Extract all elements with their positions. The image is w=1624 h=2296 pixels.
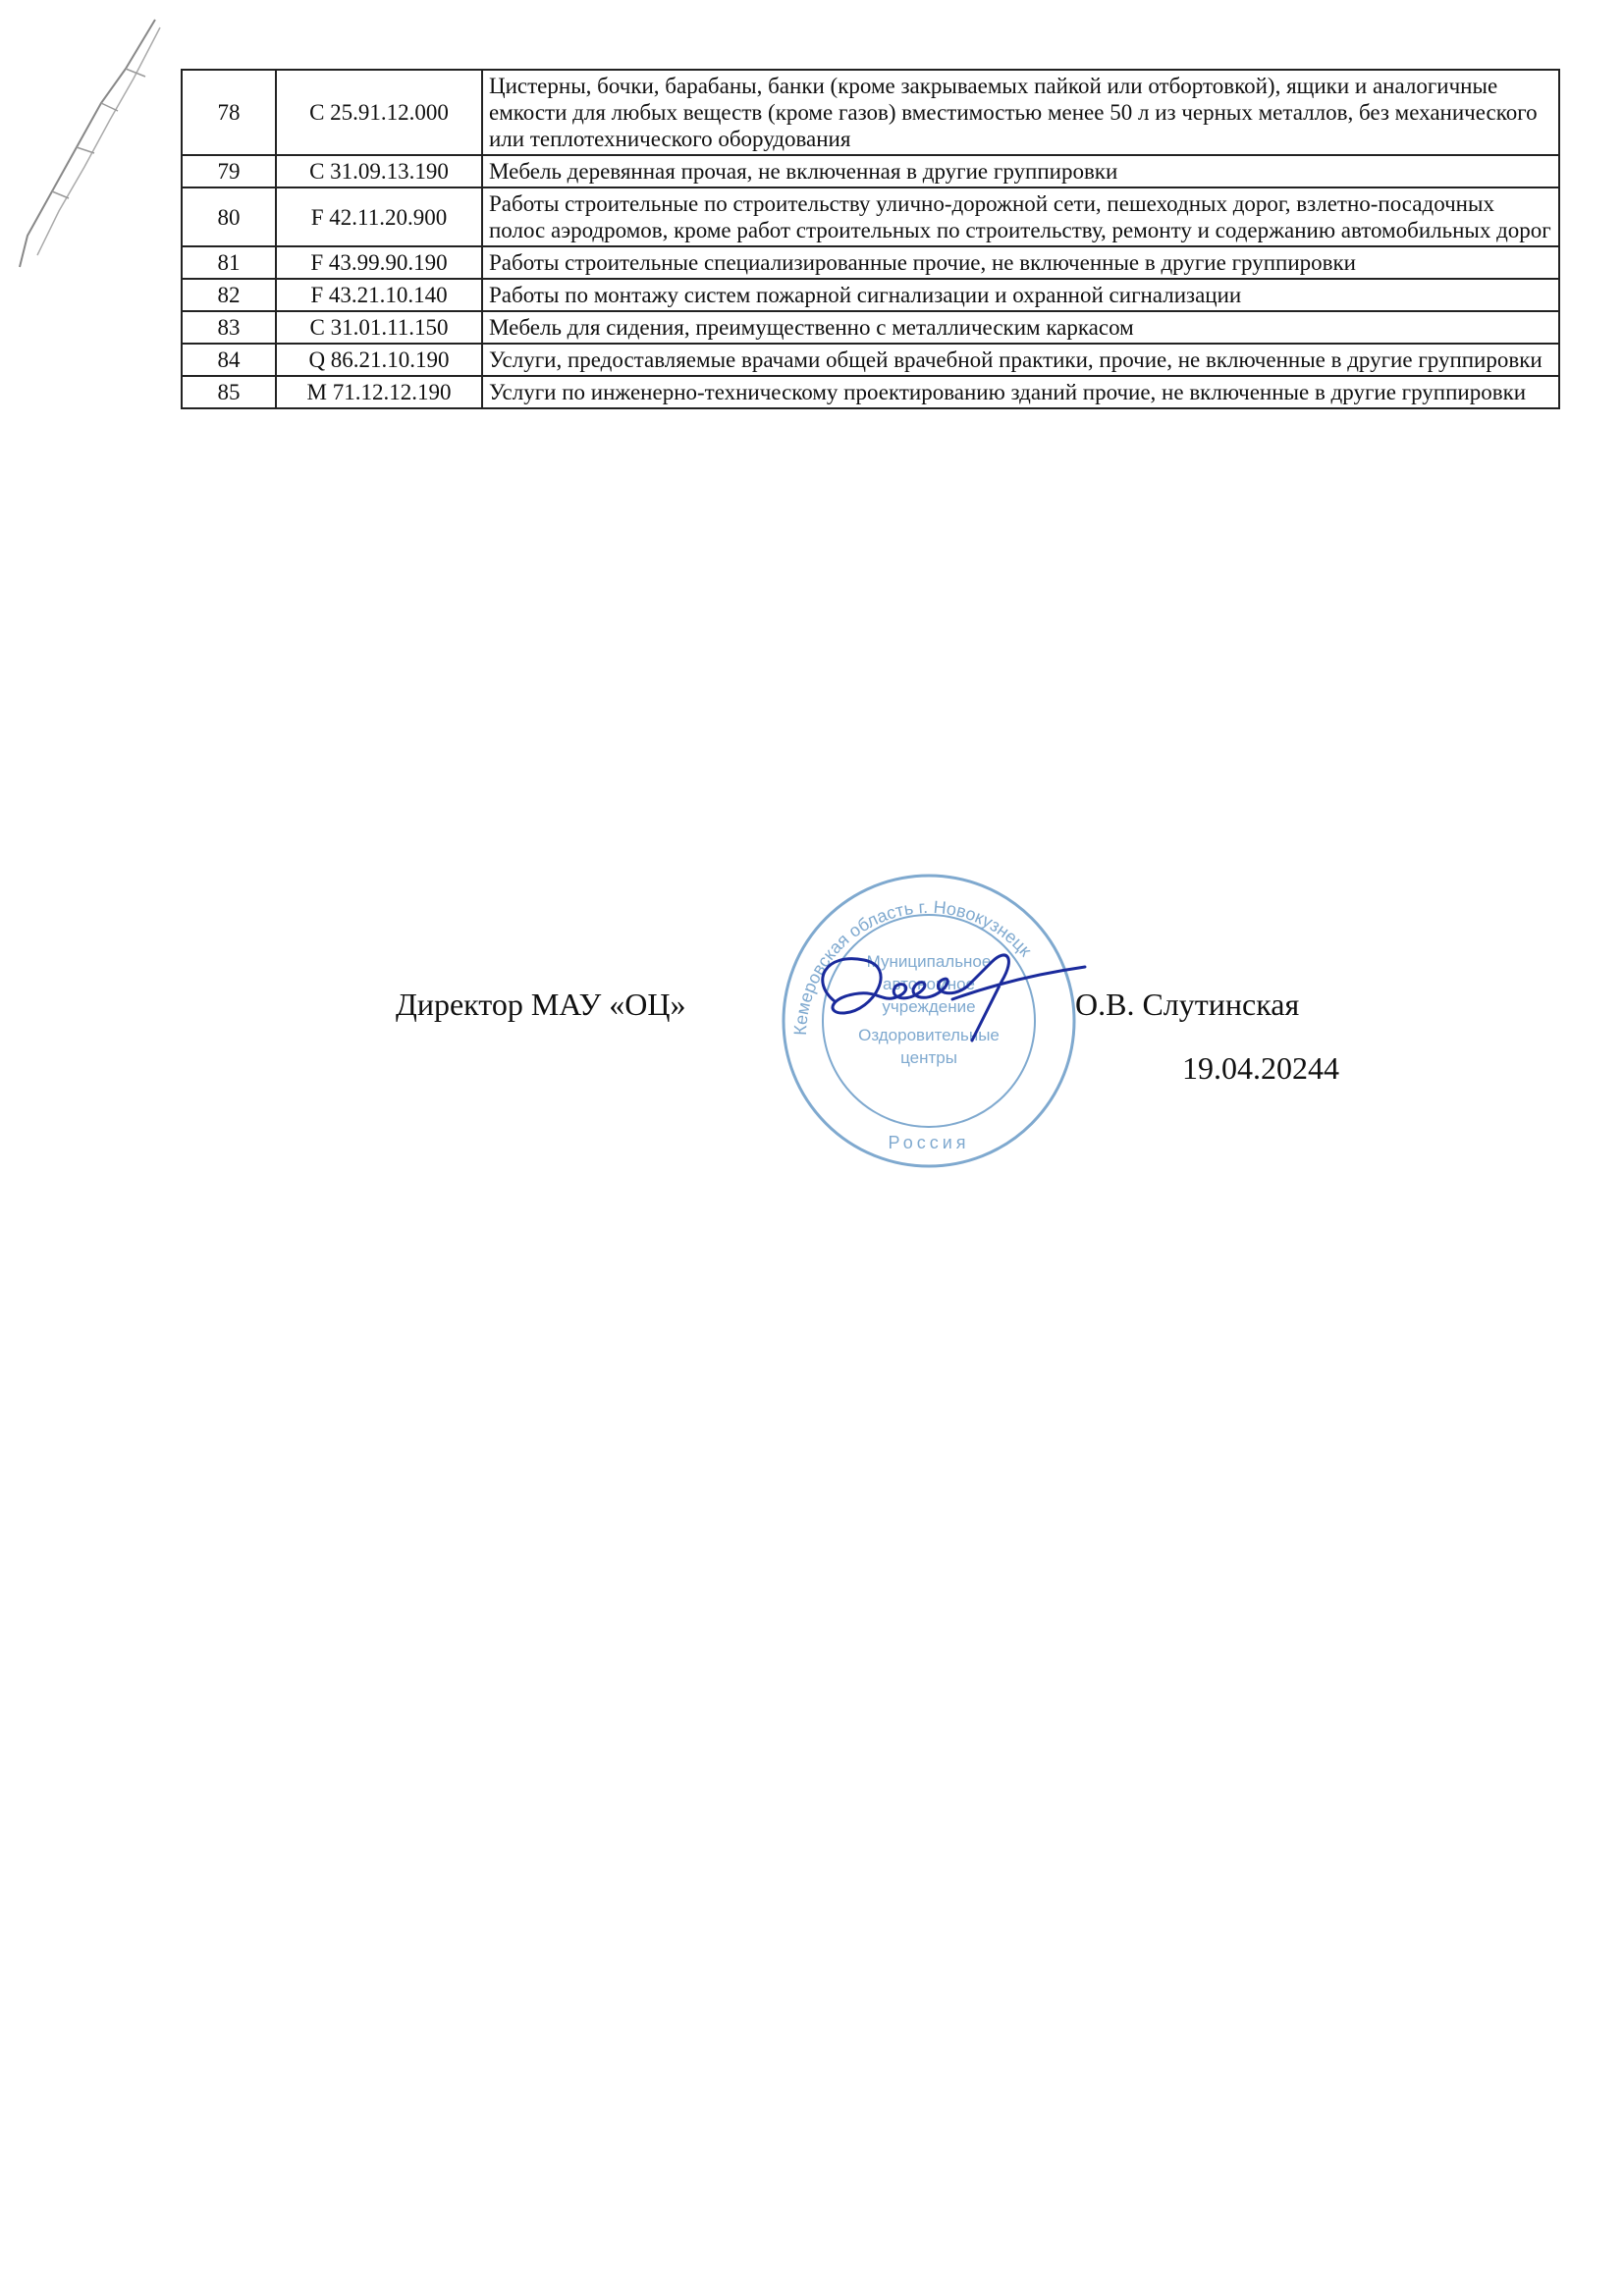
description-cell: Услуги по инженерно-техническому проектированию зданий прочие, не включенные в другие группировки <box>482 376 1559 408</box>
signatory-position: Директор МАУ «ОЦ» <box>396 987 686 1022</box>
stamp-inner-line-3: учреждение <box>882 997 976 1016</box>
row-number-cell: 79 <box>182 155 276 187</box>
okved-code-cell: F 43.21.10.140 <box>276 279 482 311</box>
description-cell: Мебель для сидения, преимущественно с металлическим каркасом <box>482 311 1559 344</box>
stamp-inner-line-1: Муниципальное <box>866 952 992 971</box>
row-number-cell: 83 <box>182 311 276 344</box>
okved-code-cell: М 71.12.12.190 <box>276 376 482 408</box>
stamp-inner-line-5: центры <box>900 1048 957 1067</box>
row-number-cell: 84 <box>182 344 276 376</box>
okved-code-cell: С 25.91.12.000 <box>276 70 482 155</box>
okved-code-cell: С 31.09.13.190 <box>276 155 482 187</box>
row-number-cell: 80 <box>182 187 276 246</box>
stamp-outer-text: Кемеровская область г. Новокузнецк <box>789 896 1036 1037</box>
row-number-cell: 78 <box>182 70 276 155</box>
description-cell: Работы по монтажу систем пожарной сигнализации и охранной сигнализации <box>482 279 1559 311</box>
table-row <box>182 187 1559 246</box>
okved-code-cell: Q 86.21.10.190 <box>276 344 482 376</box>
signatory-name: О.В. Слутинская <box>1075 987 1300 1022</box>
row-number-cell: 82 <box>182 279 276 311</box>
description-cell: Работы строительные специализированные прочие, не включенные в другие группировки <box>482 246 1559 279</box>
table-row <box>182 279 1559 311</box>
table-row <box>182 311 1559 344</box>
table-row <box>182 155 1559 187</box>
description-cell: Цистерны, бочки, барабаны, банки (кроме закрываемых пайкой или отбортовкой), ящики и аналогичные емкости для любых веществ (кроме газов) вместимостью менее 50 л из черных металлов, без механического или теплотехнического оборудования <box>482 70 1559 155</box>
signature-date: 19.04.20244 <box>1182 1050 1339 1086</box>
scan-edge-mark <box>8 10 175 275</box>
table-row <box>182 246 1559 279</box>
table-row <box>182 376 1559 408</box>
row-number-cell: 81 <box>182 246 276 279</box>
stamp-inner-line-4: Оздоровительные <box>858 1026 1000 1044</box>
description-cell: Услуги, предоставляемые врачами общей врачебной практики, прочие, не включенные в другие группировки <box>482 344 1559 376</box>
handwritten-signature <box>805 942 1090 1060</box>
table-row <box>182 70 1559 155</box>
okved-table <box>181 69 1560 409</box>
okved-code-cell: С 31.01.11.150 <box>276 311 482 344</box>
description-cell: Работы строительные по строительству улично-дорожной сети, пешеходных дорог, взлетно-посадочных полос аэродромов, кроме работ строительных по строительству, ремонту и содержанию автомобильных дорог <box>482 187 1559 246</box>
stamp-inner-line-2: автономное <box>883 975 975 993</box>
description-cell: Мебель деревянная прочая, не включенная в другие группировки <box>482 155 1559 187</box>
table-row <box>182 344 1559 376</box>
stamp-bottom-text: Россия <box>888 1133 970 1152</box>
row-number-cell: 85 <box>182 376 276 408</box>
okved-code-cell: F 43.99.90.190 <box>276 246 482 279</box>
okved-code-cell: F 42.11.20.900 <box>276 187 482 246</box>
